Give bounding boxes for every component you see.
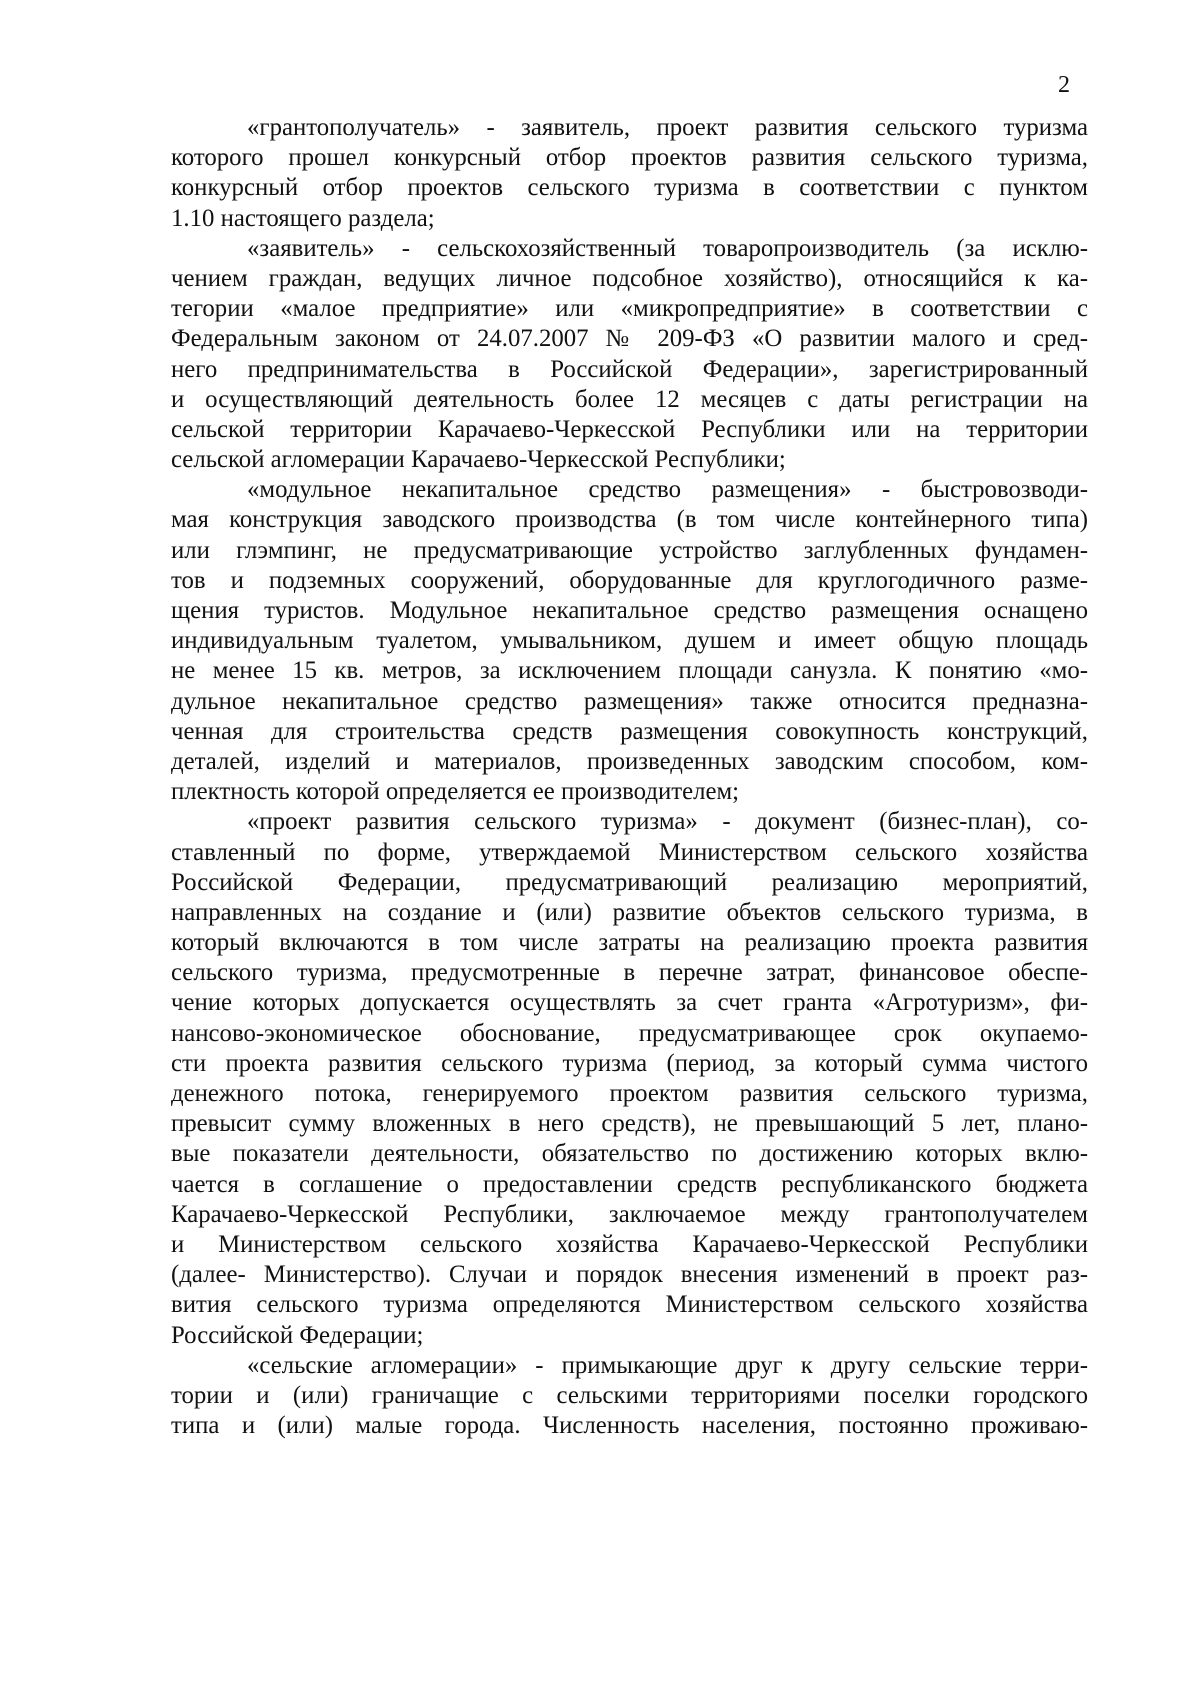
page-number: 2 <box>1058 72 1070 98</box>
text-line: или глэмпинг, не предусматривающие устройство заглубленных фундамен- <box>171 536 1088 564</box>
document-body <box>171 113 1088 1441</box>
text-line: Карачаево-Черкесской Республики, заключаемое между грантополучателем <box>171 1200 1088 1228</box>
text-line: ченная для строительства средств размещения совокупность конструкций, <box>171 717 1088 745</box>
text-line: сельской агломерации Карачаево-Черкесской Республики; <box>171 446 786 474</box>
text-line: сельской территории Карачаево-Черкесской Республики или на территории <box>171 415 1088 443</box>
text-line: денежного потока, генерируемого проектом развития сельского туризма, <box>171 1080 1088 1107</box>
text-line: чение которых допускается осуществлять за счет гранта «Агротуризм», фи- <box>171 989 1088 1017</box>
text-line: нансово-экономическое обоснование, предусматривающее срок окупаемо- <box>171 1019 1088 1047</box>
text-line: тегории «малое предприятие» или «микропредприятие» в соответствии с <box>171 295 1088 323</box>
text-line: дульное некапитальное средство размещения» также относится предназна- <box>171 687 1088 715</box>
text-line: щения туристов. Модульное некапитальное средство размещения оснащено <box>171 597 1088 624</box>
text-line: чением граждан, ведущих личное подсобное хозяйство), относящийся к ка- <box>171 264 1088 292</box>
text-line: 1.10 настоящего раздела; <box>171 204 435 232</box>
text-line: «грантополучатель» - заявитель, проект развития сельского туризма <box>247 114 1088 141</box>
text-line: тов и подземных сооружений, оборудованные для круглогодичного разме- <box>171 566 1088 594</box>
text-line: деталей, изделий и материалов, произведенных заводским способом, ком- <box>171 747 1088 775</box>
text-line: и Министерством сельского хозяйства Карачаево-Черкесской Республики <box>171 1230 1088 1258</box>
text-line: вые показатели деятельности, обязательство по достижению которых вклю- <box>171 1140 1088 1168</box>
text-line: ставленный по форме, утверждаемой Министерством сельского хозяйства <box>171 838 1088 866</box>
text-line: который включаются в том числе затраты на реализацию проекта развития <box>171 929 1088 957</box>
text-line: индивидуальным туалетом, умывальником, душем и имеет общую площадь <box>171 627 1088 655</box>
text-line: «сельские агломерации» - примыкающие друг к другу сельские терри- <box>247 1351 1088 1379</box>
text-line: Федеральным законом от 24.07.2007 № 209-ФЗ «О развитии малого и сред- <box>171 325 1088 353</box>
text-line: и осуществляющий деятельность более 12 месяцев с даты регистрации на <box>171 385 1088 413</box>
text-line: которого прошел конкурсный отбор проектов развития сельского туризма, <box>171 144 1088 172</box>
text-line: «заявитель» - сельскохозяйственный товаропроизводитель (за исклю- <box>247 234 1088 262</box>
text-line: него предпринимательства в Российской Федерации», зарегистрированный <box>171 355 1088 383</box>
text-line: «модульное некапитальное средство размещения» - быстровозводи- <box>247 476 1088 504</box>
text-line: Российской Федерации, предусматривающий реализацию мероприятий, <box>171 868 1088 896</box>
text-line: (далее- Министерство). Случаи и порядок внесения изменений в проект раз- <box>171 1261 1088 1289</box>
text-line: плектность которой определяется ее производителем; <box>171 778 740 806</box>
text-line: не менее 15 кв. метров, за исключением площади санузла. К понятию «мо- <box>171 657 1088 685</box>
text-line: направленных на создание и (или) развитие объектов сельского туризма, в <box>171 898 1088 926</box>
text-line: «проект развития сельского туризма» - документ (бизнес-план), со- <box>247 808 1088 836</box>
text-line: сельского туризма, предусмотренные в перечне затрат, финансовое обеспе- <box>171 959 1088 987</box>
text-line: вития сельского туризма определяются Министерством сельского хозяйства <box>171 1291 1088 1319</box>
text-line: тории и (или) граничащие с сельскими территориями поселки городского <box>171 1381 1088 1409</box>
text-line: превысит сумму вложенных в него средств), не превышающий 5 лет, плано- <box>171 1110 1088 1138</box>
text-line: мая конструкция заводского производства (в том числе контейнерного типа) <box>171 506 1088 534</box>
text-line: чается в соглашение о предоставлении средств республиканского бюджета <box>171 1170 1088 1198</box>
text-line: сти проекта развития сельского туризма (период, за который сумма чистого <box>171 1049 1088 1077</box>
text-line: типа и (или) малые города. Численность населения, постоянно проживаю- <box>171 1412 1088 1440</box>
text-line: Российской Федерации; <box>171 1321 424 1349</box>
text-line: конкурсный отбор проектов сельского туризма в соответствии с пунктом <box>171 174 1088 202</box>
